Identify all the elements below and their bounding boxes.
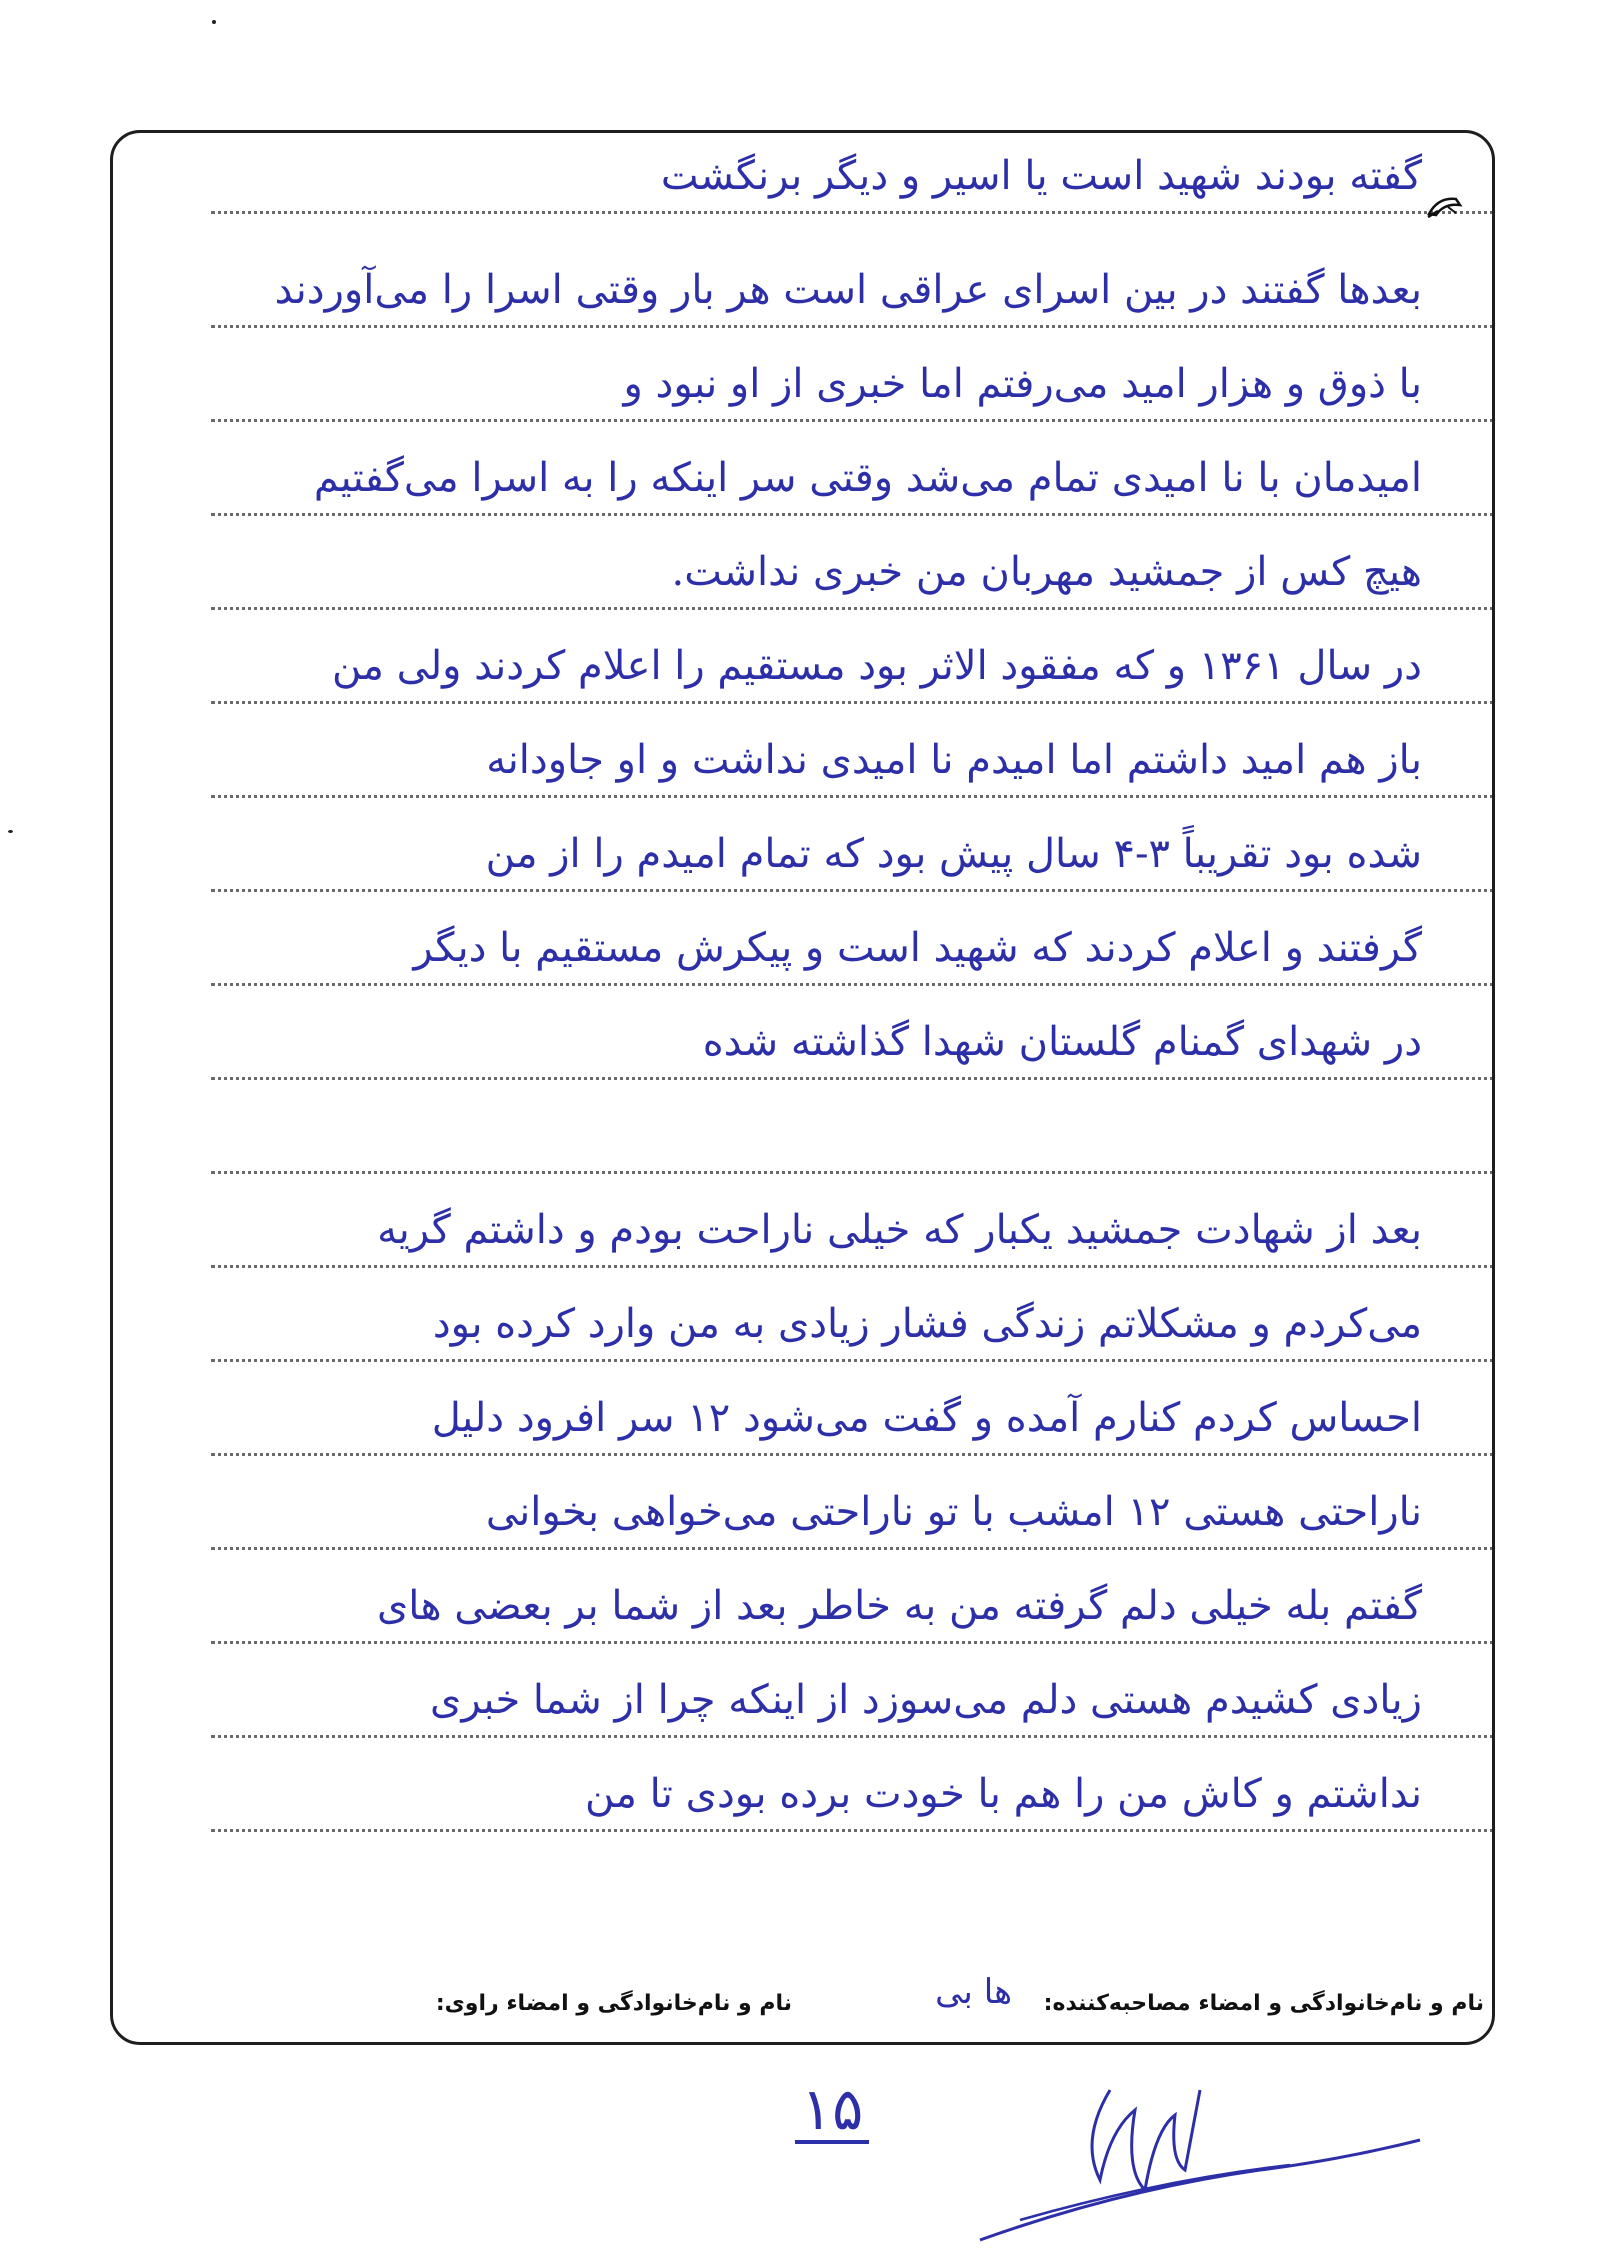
handwritten-line: با ذوق و هزار امید می‌رفتم اما خبری از او نبود و <box>623 361 1422 407</box>
pen-writing-icon <box>1426 193 1464 219</box>
handwritten-line: گرفتند و اعلام کردند که شهید است و پیکرش مستقیم با دیگر <box>413 925 1422 971</box>
scan-speck <box>212 20 216 24</box>
handwritten-line: بعد از شهادت جمشید یکبار که خیلی ناراحت بودم و داشتم گریه <box>377 1207 1422 1253</box>
handwritten-line: در شهدای گمنام گلستان شهدا گذاشته شده <box>702 1019 1422 1065</box>
handwritten-line: گفتم بله خیلی دلم گرفته من به خاطر بعد از شما بر بعضی های <box>376 1583 1422 1629</box>
page-number: ۱۵ <box>795 2080 869 2144</box>
handwritten-line: هیچ کس از جمشید مهربان من خبری نداشت. <box>671 549 1422 595</box>
handwritten-line: گفته بودند شهید است یا اسیر و دیگر برنگشت <box>660 153 1422 199</box>
handwritten-line: نداشتم و کاش من را هم با خودت برده بودی تا من <box>585 1771 1422 1817</box>
interviewer-signature-label: نام و نام‌خانوادگی و امضاء مصاحبه‌کننده: <box>1043 1991 1484 2016</box>
handwritten-line: احساس کردم کنارم آمده و گفت می‌شود ۱۲ سر افرود دلیل <box>431 1395 1422 1441</box>
signature-footer <box>113 1956 1492 2016</box>
handwritten-line: بعدها گفتند در بین اسرای عراقی است هر بار وقتی اسرا را می‌آوردند <box>274 267 1422 313</box>
handwritten-line: باز هم امید داشتم اما امیدم نا امیدی نداشت و او جاودانه <box>486 737 1422 783</box>
scan-speck <box>8 830 13 833</box>
narrator-signature <box>960 2070 1430 2250</box>
handwritten-line: زیادی کشیدم هستی دلم می‌سوزد از اینکه چرا از شما خبری <box>430 1677 1422 1723</box>
narrator-signature-label: نام و نام‌خانوادگی و امضاء راوی: <box>435 1991 792 2016</box>
handwritten-line: در سال ۱۳۶۱ و که مفقود الاثر بود مستقیم را اعلام کردند ولی من <box>332 643 1422 689</box>
handwritten-line: شده بود تقریباً ۳-۴ سال پیش بود که تمام امیدم را از من <box>485 831 1422 877</box>
handwritten-line: می‌کردم و مشکلاتم زندگی فشار زیادی به من وارد کرده بود <box>432 1301 1422 1347</box>
handwritten-line: امیدمان با نا امیدی تمام می‌شد وقتی سر اینکه را به اسرا می‌گفتیم <box>313 455 1422 501</box>
interview-form-frame <box>110 130 1495 2045</box>
interviewer-signature: ها بی <box>935 1972 1012 2012</box>
handwritten-line: ناراحتی هستی ۱۲ امشب با تو ناراحتی می‌خواهی بخوانی <box>485 1489 1422 1535</box>
